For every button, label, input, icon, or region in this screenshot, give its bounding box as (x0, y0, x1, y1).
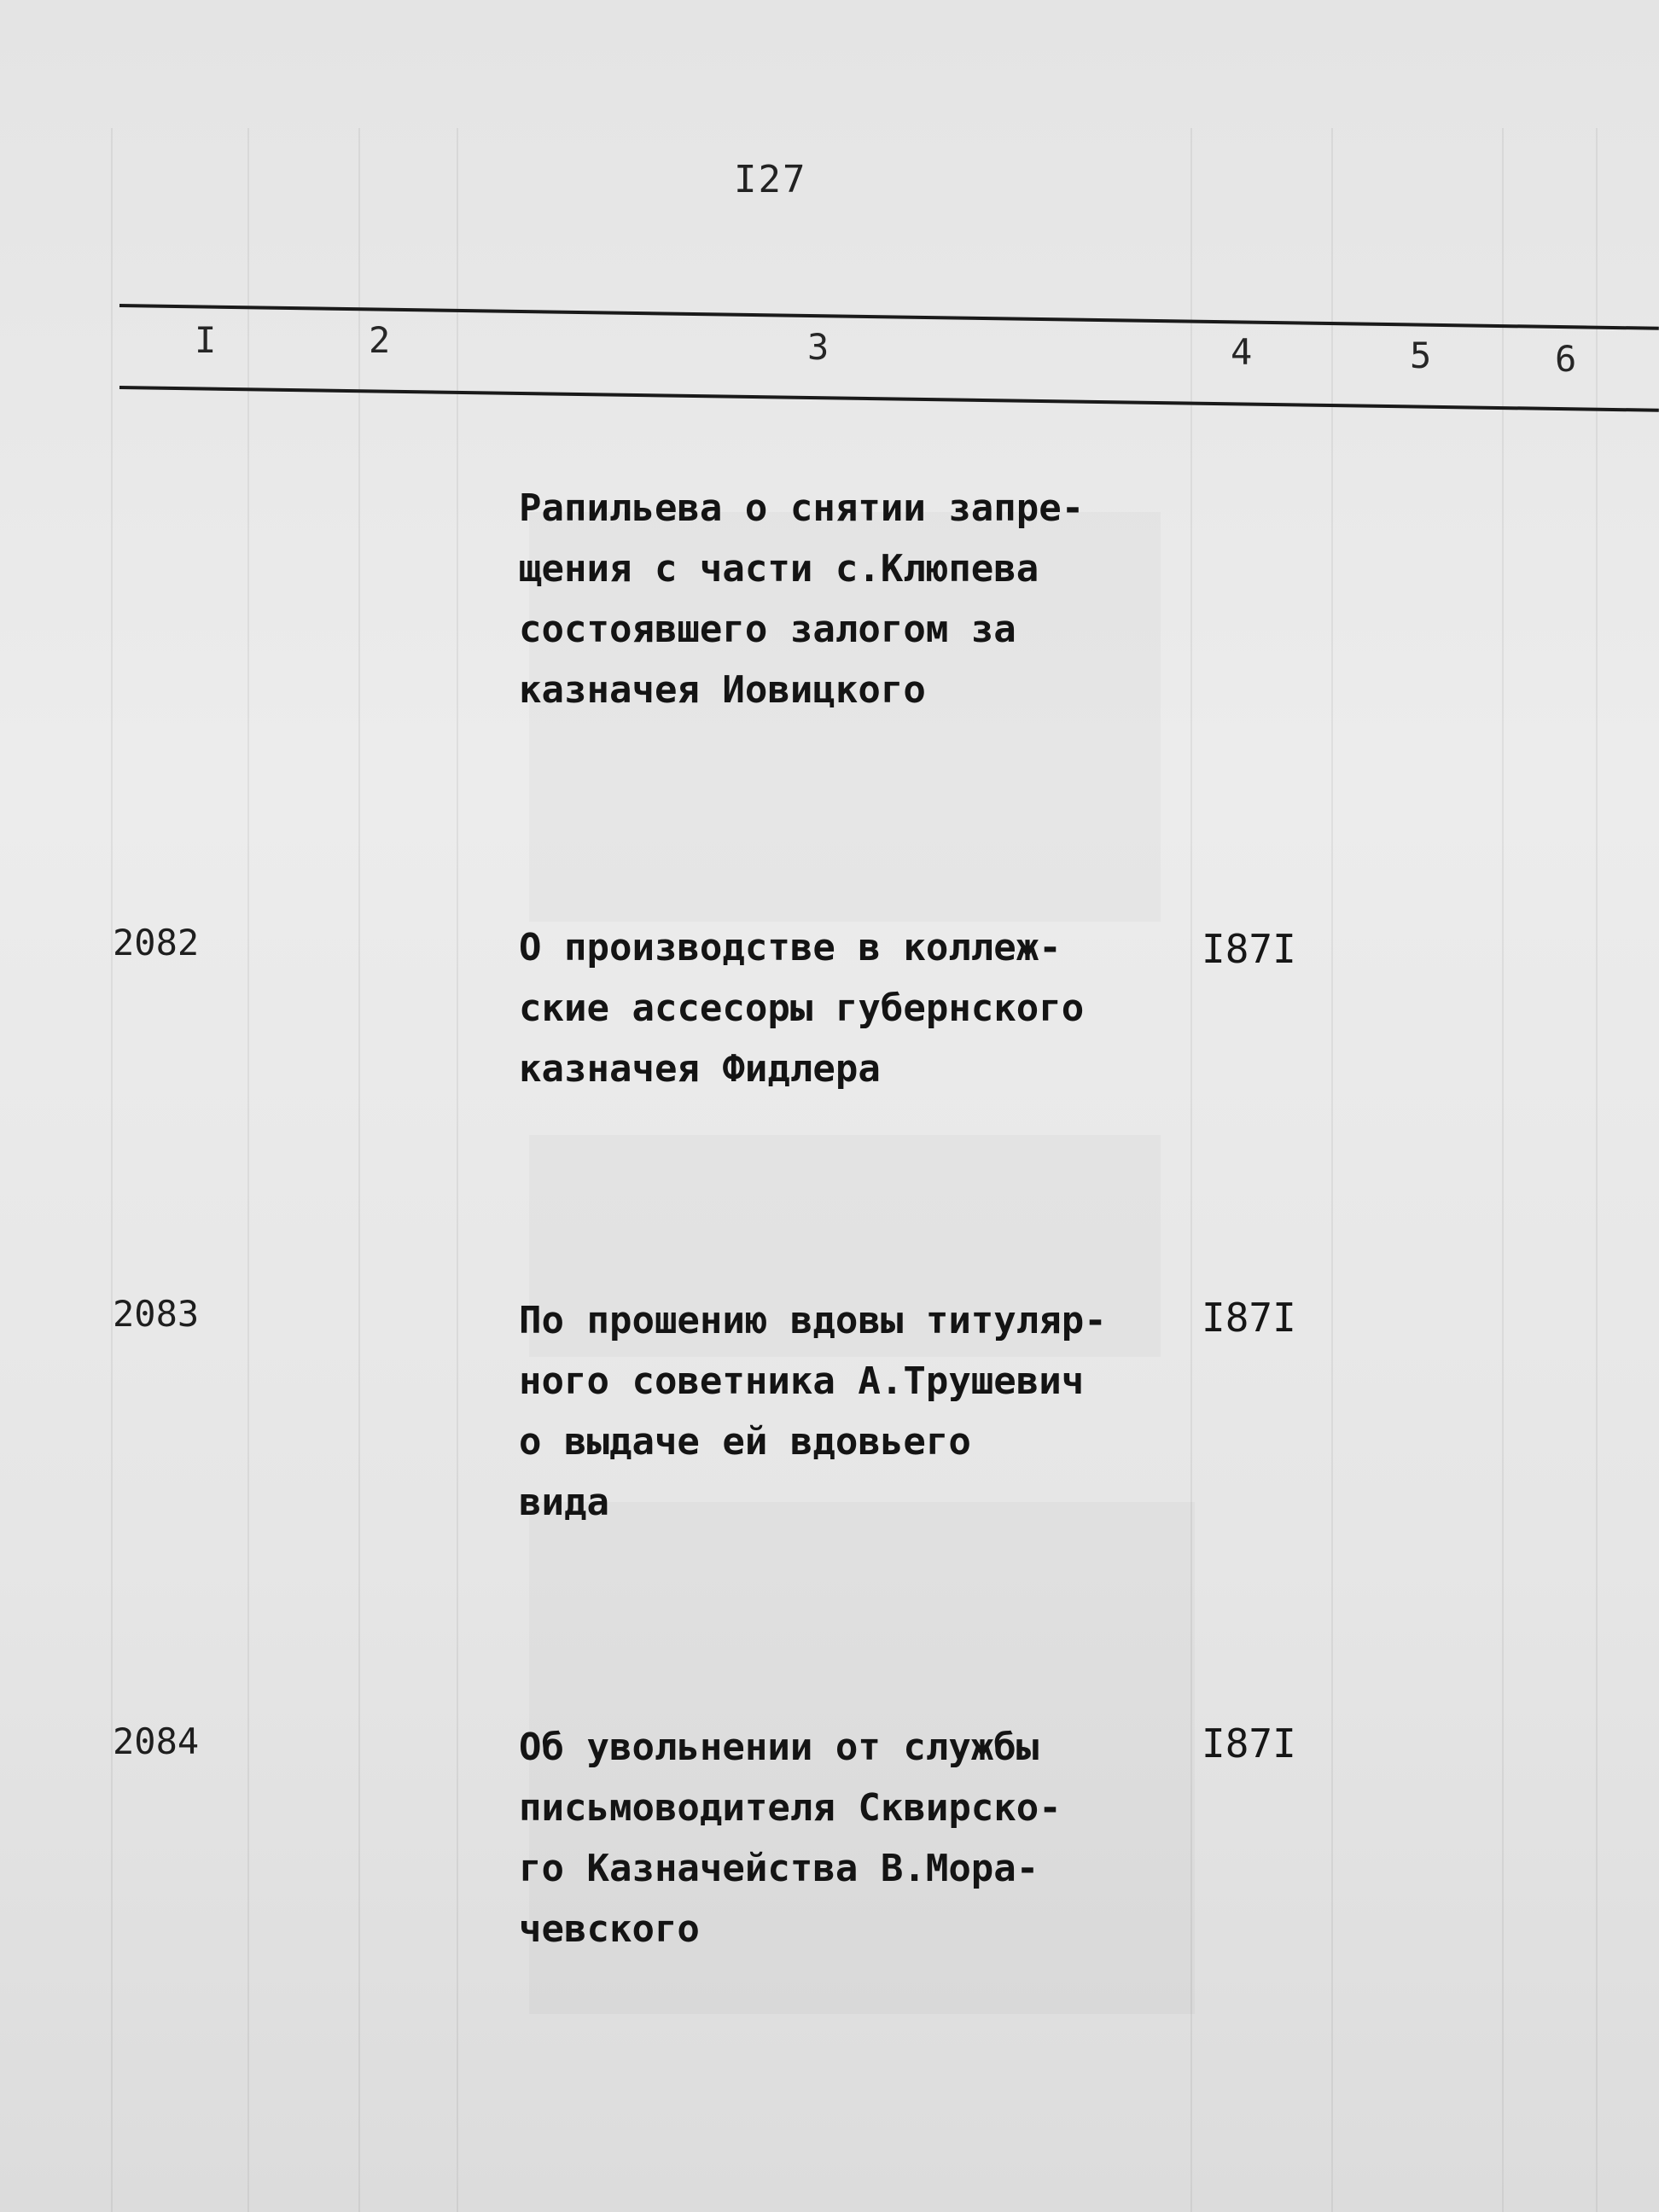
title-line: По прошению вдовы титуляр- (519, 1299, 1107, 1342)
title-line: О производстве в коллеж- (519, 926, 1062, 969)
title-line: вида (519, 1481, 609, 1524)
list-item-title (519, 1717, 1219, 1959)
title-line: чевского (519, 1907, 700, 1951)
title-line: о выдаче ей вдовьего (519, 1420, 971, 1464)
column-header-4: 4 (1231, 331, 1253, 373)
page-number: I27 (734, 158, 807, 201)
column-header-3: 3 (807, 326, 830, 368)
list-item-year: I87I (1202, 1720, 1296, 1767)
title-line: ские ассесоры губернского (519, 987, 1085, 1030)
title-line: Рапильева о снятии запре- (519, 486, 1085, 530)
header-top-rule (119, 304, 1659, 330)
list-item-year: I87I (1202, 926, 1296, 972)
column-header-6: 6 (1555, 338, 1577, 380)
column-header-2: 2 (369, 319, 391, 361)
list-item-title (519, 478, 1219, 720)
header-bottom-rule (119, 386, 1659, 412)
list-item-number: 2082 (113, 922, 200, 963)
column-rule (1331, 128, 1333, 2212)
column-header-5: 5 (1410, 335, 1432, 376)
column-rule (457, 128, 458, 2212)
list-item-number: 2083 (113, 1293, 200, 1335)
title-line: ного советника А.Трушевич (519, 1359, 1085, 1403)
column-rule (111, 128, 113, 2212)
column-header-1: I (195, 319, 217, 361)
column-rule (358, 128, 360, 2212)
title-line: го Казначейства В.Мора- (519, 1847, 1039, 1890)
title-line: Об увольнении от службы (519, 1726, 1039, 1769)
column-rule (247, 128, 249, 2212)
title-line: казначея Фидлера (519, 1047, 881, 1091)
list-item-year: I87I (1202, 1295, 1296, 1341)
column-rule (1502, 128, 1504, 2212)
list-item-number: 2084 (113, 1720, 200, 1762)
column-rule (1596, 128, 1598, 2212)
title-line: состоявшего залогом за (519, 608, 1016, 651)
title-line: щения с части с.Клюпева (519, 547, 1039, 591)
list-item-title (519, 1290, 1219, 1533)
list-item-title (519, 917, 1219, 1099)
title-line: казначея Иовицкого (519, 668, 926, 712)
title-line: письмоводителя Сквирско- (519, 1786, 1062, 1830)
